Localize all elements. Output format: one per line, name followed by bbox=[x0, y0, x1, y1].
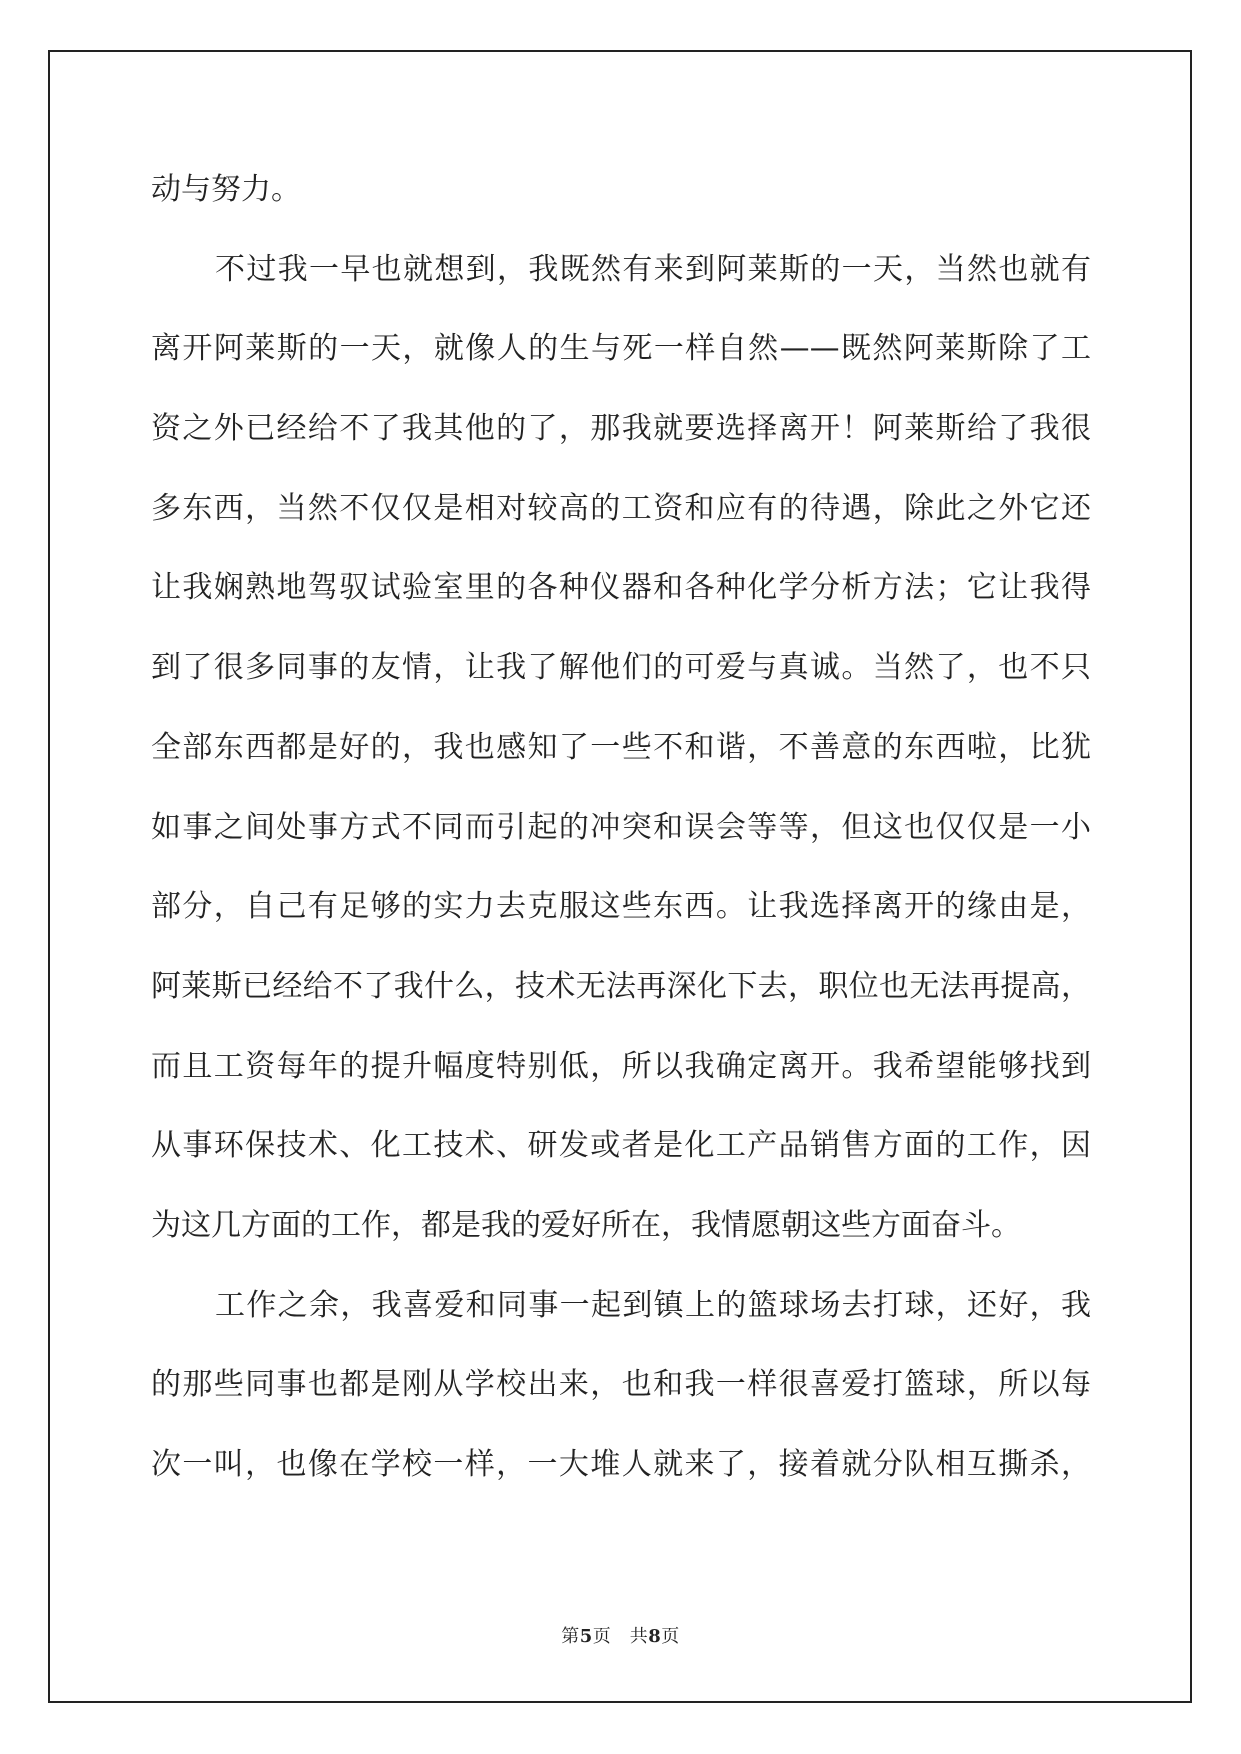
text-line: 如事之间处事方式不同而引起的冲突和误会等等，但这也仅仅是一小 bbox=[151, 809, 1091, 845]
text-line: 而且工资每年的提升幅度特别低，所以我确定离开。我希望能够找到 bbox=[151, 1048, 1091, 1084]
text-line: 动与努力。 bbox=[151, 172, 301, 207]
text-line: 阿莱斯已经给不了我什么，技术无法再深化下去，职位也无法再提高， bbox=[151, 968, 1091, 1004]
page-total: 8 bbox=[648, 1626, 662, 1647]
text-line: 让我娴熟地驾驭试验室里的各种仪器和各种化学分析方法；它让我得 bbox=[151, 570, 1091, 606]
text-line: 到了很多同事的友情，让我了解他们的可爱与真诚。当然了，也不只 bbox=[151, 650, 1091, 686]
text-line: 从事环保技术、化工技术、研发或者是化工产品销售方面的工作，因 bbox=[151, 1128, 1091, 1164]
text-line: 为这几方面的工作，都是我的爱好所在，我情愿朝这些方面奋斗。 bbox=[151, 1207, 1021, 1243]
page-mid: 页 共 bbox=[592, 1626, 649, 1647]
text-line: 多东西，当然不仅仅是相对较高的工资和应有的待遇，除此之外它还 bbox=[151, 490, 1091, 526]
text-line: 次一叫，也像在学校一样，一大堆人就来了，接着就分队相互撕杀， bbox=[151, 1447, 1091, 1482]
page-current: 5 bbox=[579, 1626, 593, 1647]
text-line: 部分，自己有足够的实力去克服这些东西。让我选择离开的缘由是， bbox=[151, 889, 1091, 925]
text-line: 资之外已经给不了我其他的了，那我就要选择离开！阿莱斯给了我很 bbox=[151, 411, 1091, 447]
document-body bbox=[151, 150, 1091, 1505]
page-footer bbox=[0, 1622, 1241, 1648]
text-line: 不过我一早也就想到，我既然有来到阿莱斯的一天，当然也就有 bbox=[215, 251, 1091, 287]
text-line: 全部东西都是好的，我也感知了一些不和谐，不善意的东西啦，比犹 bbox=[151, 729, 1091, 765]
text-line: 离开阿莱斯的一天，就像人的生与死一样自然——既然阿莱斯除了工 bbox=[151, 331, 1091, 367]
page-prefix: 第 bbox=[561, 1626, 580, 1647]
text-line: 的那些同事也都是刚从学校出来，也和我一样很喜爱打篮球，所以每 bbox=[151, 1367, 1091, 1403]
text-line: 工作之余，我喜爱和同事一起到镇上的篮球场去打球，还好，我 bbox=[215, 1287, 1091, 1323]
page-suffix: 页 bbox=[661, 1626, 680, 1647]
